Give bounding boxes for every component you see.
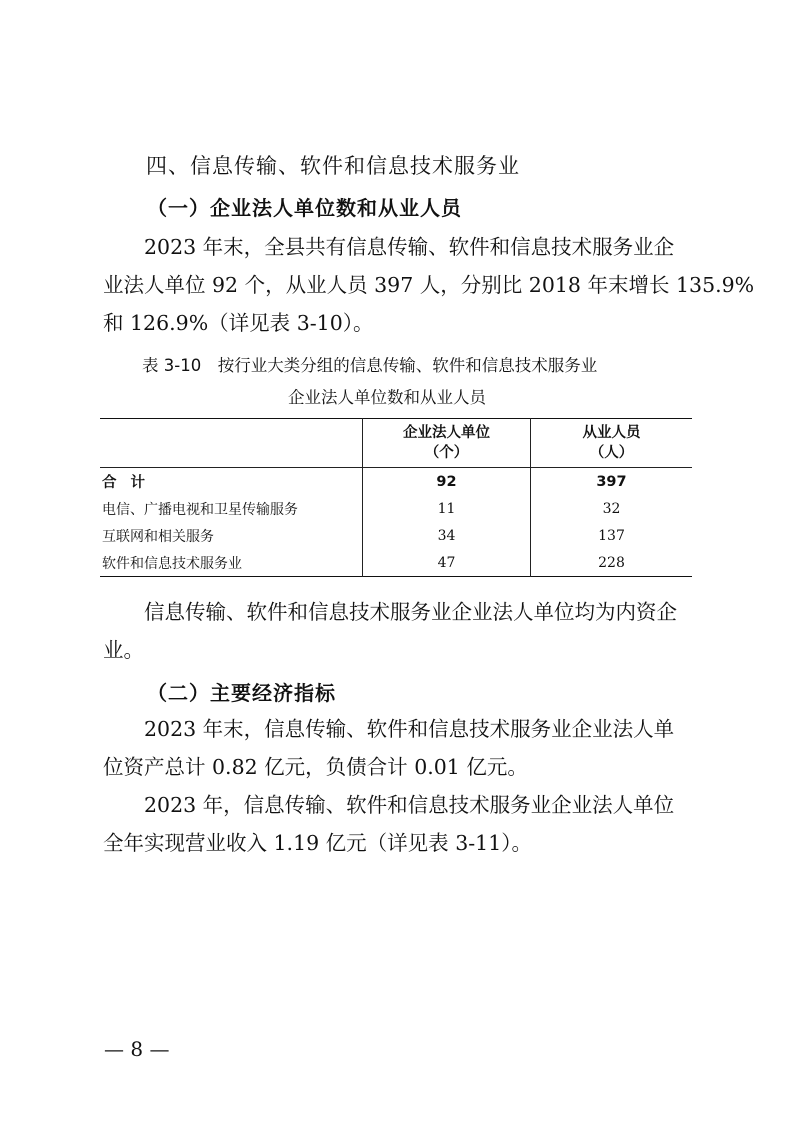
paragraph-1-line-3: 和 126.9%（详见表 3-10）。 <box>103 311 374 335</box>
table-row-total <box>100 468 692 496</box>
row-units: 34 <box>363 522 531 549</box>
row-employees: 228 <box>598 554 625 571</box>
data-table <box>100 418 692 577</box>
paragraph-2 <box>103 593 693 669</box>
header-units-unit: （个） <box>424 445 469 461</box>
row-label: 合计 <box>102 475 159 491</box>
table-caption-line-1: 表 3-10 按行业大类分组的信息传输、软件和信息技术服务业 <box>142 356 598 375</box>
table-row <box>100 522 692 549</box>
row-employees: 137 <box>598 527 625 544</box>
row-employees: 397 <box>596 473 627 490</box>
page-number: — 8 — <box>104 1037 170 1061</box>
section-heading: 四、信息传输、软件和信息技术服务业 <box>146 154 520 178</box>
table-header-blank <box>100 419 363 468</box>
paragraph-2-line-1: 信息传输、软件和信息技术服务业企业法人单位均为内资企 <box>144 600 677 624</box>
paragraph-4-line-2: 全年实现营业收入 1.19 亿元（详见表 3-11）。 <box>103 831 532 855</box>
paragraph-3-line-2: 位资产总计 0.82 亿元，负债合计 0.01 亿元。 <box>103 755 528 779</box>
table-header-units <box>363 419 531 468</box>
paragraph-1-line-1: 2023 年末，全县共有信息传输、软件和信息技术服务业企 <box>144 235 675 259</box>
paragraph-1-line-2: 业法人单位 92 个，从业人员 397 人，分别比 2018 年末增长 135.9% <box>103 273 755 297</box>
paragraph-3 <box>103 710 693 786</box>
row-units: 92 <box>363 468 531 496</box>
paragraph-2-line-2: 业。 <box>103 638 144 662</box>
paragraph-4 <box>103 786 693 862</box>
table-caption-line-2: 企业法人单位数和从业人员 <box>288 388 486 407</box>
row-units: 47 <box>363 549 531 577</box>
paragraph-4-line-1: 2023 年，信息传输、软件和信息技术服务业企业法人单位 <box>144 793 675 817</box>
paragraph-3-line-1: 2023 年末，信息传输、软件和信息技术服务业企业法人单 <box>144 717 675 741</box>
row-label: 电信、广播电视和卫星传输服务 <box>102 501 298 518</box>
header-units-label: 企业法人单位 <box>403 425 490 441</box>
table-row <box>100 549 692 577</box>
table-row <box>100 495 692 522</box>
row-units: 11 <box>363 495 531 522</box>
header-employees-label: 从业人员 <box>582 425 641 441</box>
header-employees-unit: （人） <box>589 445 634 461</box>
row-label: 软件和信息技术服务业 <box>102 555 242 572</box>
paragraph-1 <box>103 228 755 342</box>
row-employees: 32 <box>602 500 621 517</box>
subsection-heading-2: （二）主要经济指标 <box>147 681 336 705</box>
table-header-employees <box>530 419 692 468</box>
subsection-heading-1: （一）企业法人单位数和从业人员 <box>147 196 462 220</box>
row-label: 互联网和相关服务 <box>102 528 214 545</box>
table-header-row <box>100 419 692 468</box>
